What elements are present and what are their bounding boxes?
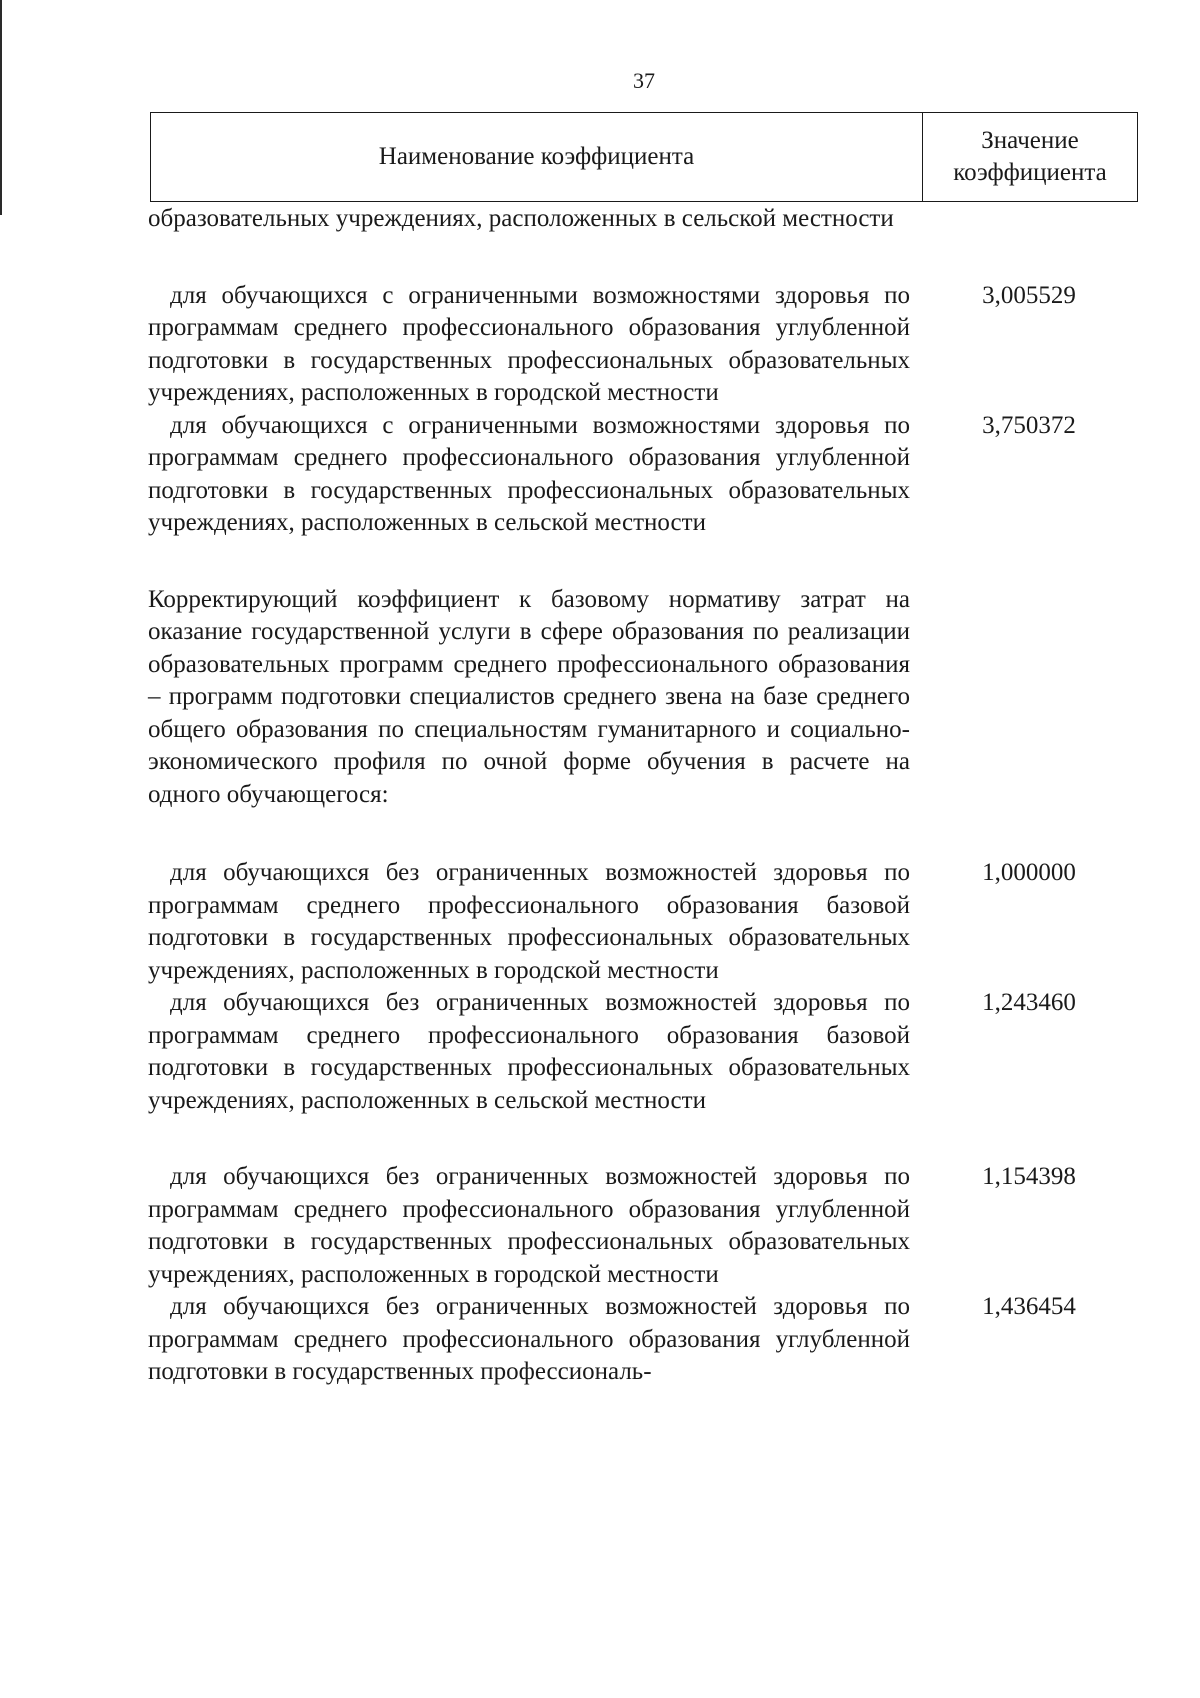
section-heading-text: Корректирующий коэффициент к базовому нормативу затрат на оказание государственной услуги в сфере образования по реализации образовательных программ среднего профессионального образования – программ подготовки специалистов среднего звена на базе среднего общего образования по специальностям гуманитарного и социально-экономического профиля по очной форме обучения в расчете на одного обучающегося: xyxy=(148,585,910,808)
row-value: 1,436454 xyxy=(982,1293,1076,1320)
header-value-column: Значение коэффициента xyxy=(953,127,1107,186)
row-value: 3,005529 xyxy=(982,281,1076,309)
table-row xyxy=(148,280,1148,410)
row-text: для обучающихся без ограниченных возможностей здоровья по программам среднего профессионального образования углубленной подготовки в государственных профессиональных образовательных учреждениях, расположенных в городской местности xyxy=(148,1163,910,1288)
table-header xyxy=(150,112,1138,202)
header-name-column: Наименование коэффициента xyxy=(151,113,923,201)
table-row xyxy=(148,987,1148,1117)
row-gap xyxy=(148,1117,1148,1161)
page-number: 37 xyxy=(633,68,655,93)
table-row xyxy=(148,857,1148,987)
row-gap xyxy=(148,811,1148,857)
row-text: образовательных учреждениях, расположенных в сельской местности xyxy=(148,205,894,232)
row-value: 1,243460 xyxy=(982,989,1076,1016)
row-text: для обучающихся без ограниченных возможностей здоровья по программам среднего профессионального образования углубленной подготовки в государственных профессиональ- xyxy=(148,1293,910,1385)
scan-edge-line xyxy=(0,0,2,215)
row-value: 3,750372 xyxy=(982,411,1076,439)
table-body xyxy=(148,203,1148,1389)
row-text: для обучающихся без ограниченных возможностей здоровья по программам среднего профессионального образования базовой подготовки в государственных профессиональных образовательных учреждениях, расположенных в городской местности xyxy=(148,859,910,984)
row-text: для обучающихся с ограниченными возможностями здоровья по программам среднего профессионального образования углубленной подготовки в государственных профессиональных образовательных учреждениях, расположенных в сельской местности xyxy=(148,411,910,536)
row-value: 1,154398 xyxy=(982,1163,1076,1190)
table-row xyxy=(148,203,1148,236)
row-text: для обучающихся без ограниченных возможностей здоровья по программам среднего профессионального образования базовой подготовки в государственных профессиональных образовательных учреждениях, расположенных в сельской местности xyxy=(148,989,910,1114)
table-row xyxy=(148,1291,1148,1389)
row-gap xyxy=(148,540,1148,584)
row-text: для обучающихся с ограниченными возможностями здоровья по программам среднего профессионального образования углубленной подготовки в государственных профессиональных образовательных учреждениях, расположенных в городской местности xyxy=(148,281,910,406)
row-value: 1,000000 xyxy=(982,859,1076,886)
table-row xyxy=(148,410,1148,540)
section-heading-row xyxy=(148,584,1148,812)
row-gap xyxy=(148,236,1148,280)
table-row xyxy=(148,1161,1148,1291)
